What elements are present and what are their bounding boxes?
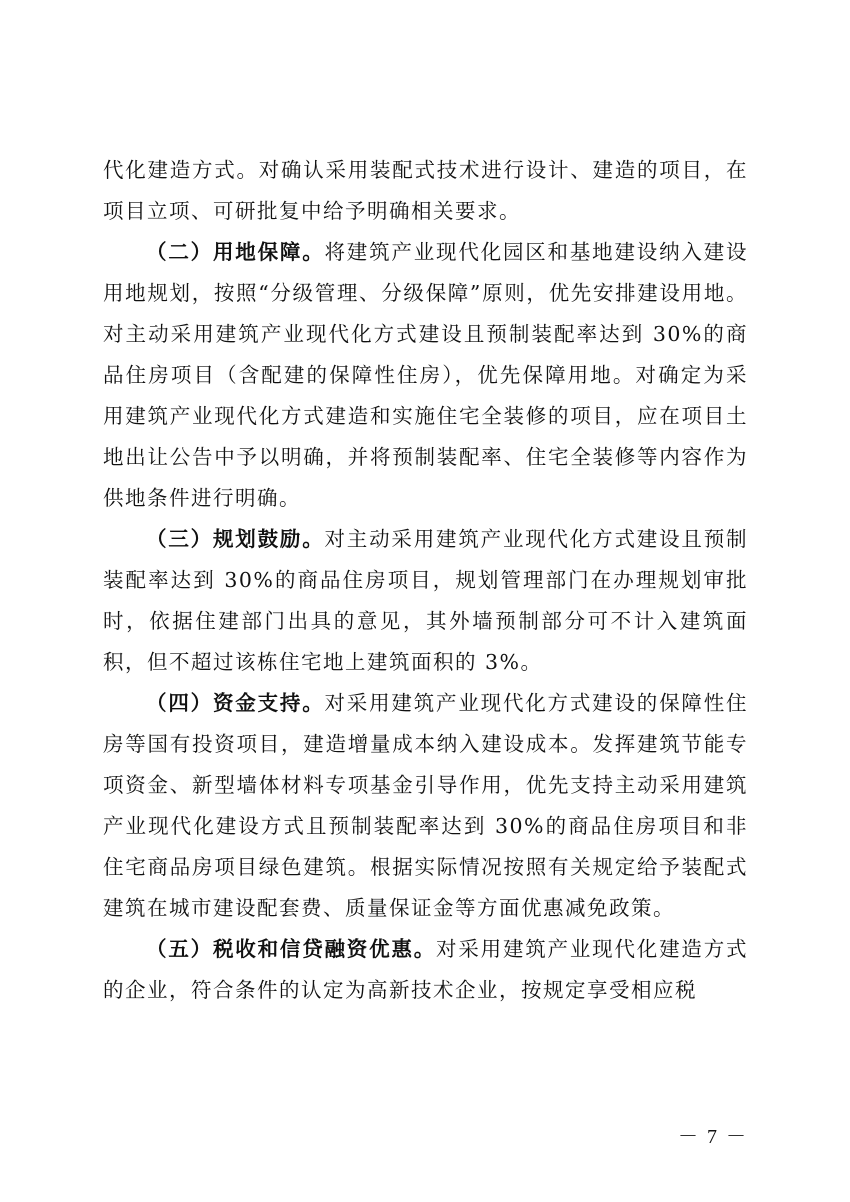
paragraph-funding-support	[103, 683, 748, 929]
paragraph-text: 对采用建筑产业现代化方式建设的保障性住房等国有投资项目，建造增量成本纳入建设成本。发挥建筑节能专项资金、新型墙体材料专项基金引导作用，优先支持主动采用建筑产业现代化建设方式且预制装配率达到 30%的商品住房项目和非住宅商品房项目绿色建筑。根据实际情况按照有关规定给予装配式建筑在城市建设配套费、质量保证金等方面优惠减免政策。	[103, 691, 749, 920]
paragraph-tax-credit	[103, 929, 748, 1011]
section-heading: （五）税收和信贷融资优惠。	[146, 937, 437, 961]
paragraph-text: 将建筑产业现代化园区和基地建设纳入建设用地规划，按照“分级管理、分级保障”原则，优先安排建设用地。对主动采用建筑产业现代化方式建设且预制装配率达到 30%的商品住房项目（含配建的保障性住房），优先保障用地。对确定为采用建筑产业现代化方式建造和实施住宅全装修的项目，应在项目土地出让公告中予以明确，并将预制装配率、住宅全装修等内容作为供地条件进行明确。	[103, 240, 749, 510]
paragraph-text: 对采用建筑产业现代化建造方式的企业，符合条件的认定为高新技术企业，按规定享受相应税	[103, 937, 749, 1002]
paragraph-text: 对主动采用建筑产业现代化方式建设且预制装配率达到 30%的商品住房项目，规划管理部门在办理规划审批时，依据住建部门出具的意见，其外墙预制部分可不计入建筑面积，但不超过该栋住宅地上建筑面积的 3%。	[103, 527, 749, 674]
section-heading: （四）资金支持。	[146, 691, 325, 715]
section-heading: （二）用地保障。	[146, 240, 325, 264]
document-body	[103, 150, 748, 1011]
page-number: － 7 －	[678, 1126, 748, 1148]
paragraph-land-guarantee	[103, 232, 748, 519]
paragraph-planning-encouragement	[103, 519, 748, 683]
paragraph-text: 代化建造方式。对确认采用装配式技术进行设计、建造的项目，在项目立项、可研批复中给予明确相关要求。	[103, 158, 748, 223]
paragraph-continuation	[103, 150, 748, 232]
section-heading: （三）规划鼓励。	[146, 527, 325, 551]
